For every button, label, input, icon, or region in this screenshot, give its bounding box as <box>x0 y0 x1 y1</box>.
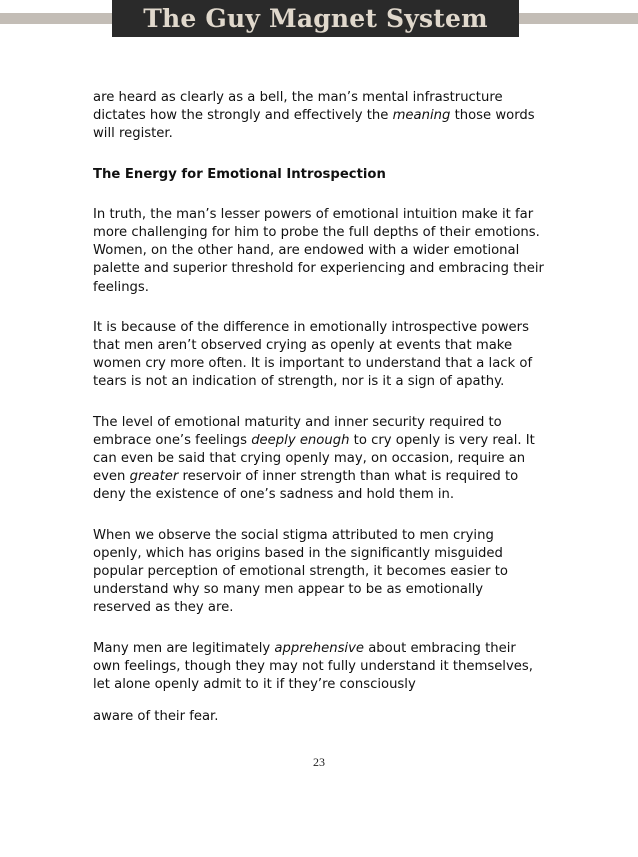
paragraph-introspective-powers: It is because of the difference in emotionally introspective powers that men aren’t observed crying as openly at events that make women cry more often. It is important to understand that a lack of tears is not an indication of strength, nor is it a sign of apathy. <box>93 319 533 390</box>
paragraph-apprehensive <box>93 640 545 695</box>
emphasis-meaning: meaning <box>392 108 451 124</box>
emphasis-apprehensive: apprehensive <box>274 640 365 656</box>
section-heading: The Energy for Emotional Introspection <box>93 166 386 182</box>
paragraph-maturity-text-a: The level of emotional maturity and inner security required to embrace one’s feelings <box>93 414 502 448</box>
paragraph-emotional-intuition: In truth, the man’s lesser powers of emotional intuition make it far more challenging for him to probe the full depths of their emotions. Women, on the other hand, are endowed with a wider emotional palette and superior threshold for experiencing and embracing their feelings. <box>93 206 544 295</box>
paragraph-intro-text-b: those words will register. <box>93 108 535 142</box>
paragraph-fear: aware of their fear. <box>93 709 219 725</box>
emphasis-deeply-enough: deeply enough <box>251 432 350 448</box>
page-body <box>93 89 545 748</box>
paragraph-maturity-text-b: to cry openly is very real. It can even be said that crying openly may, on occasion, require an even <box>93 432 535 485</box>
paragraph-apprehensive-text-a: Many men are legitimately <box>93 640 275 656</box>
header-title-box <box>112 0 519 37</box>
paragraph-maturity-text-c: reservoir of inner strength than what is required to deny the existence of one’s sadness and hold them in. <box>93 469 519 503</box>
header-title: The Guy Magnet System <box>143 4 488 33</box>
paragraph-intro <box>93 89 545 144</box>
paragraph-emotional-maturity <box>93 414 545 505</box>
emphasis-greater: greater <box>129 469 179 485</box>
paragraph-social-stigma: When we observe the social stigma attributed to men crying openly, which has origins based in the significantly misguided popular perception of emotional strength, it becomes easier to understand why so many men appear to be as emotionally reserved as they are. <box>93 527 508 616</box>
page-number: 23 <box>313 755 325 769</box>
paragraph-intro-text-a: are heard as clearly as a bell, the man’s mental infrastructure dictates how the strongly and effectively the <box>93 90 503 124</box>
paragraph-apprehensive-text-b: about embracing their own feelings, though they may not fully understand it themselves, let alone openly admit to it if they’re consciously <box>93 640 533 693</box>
